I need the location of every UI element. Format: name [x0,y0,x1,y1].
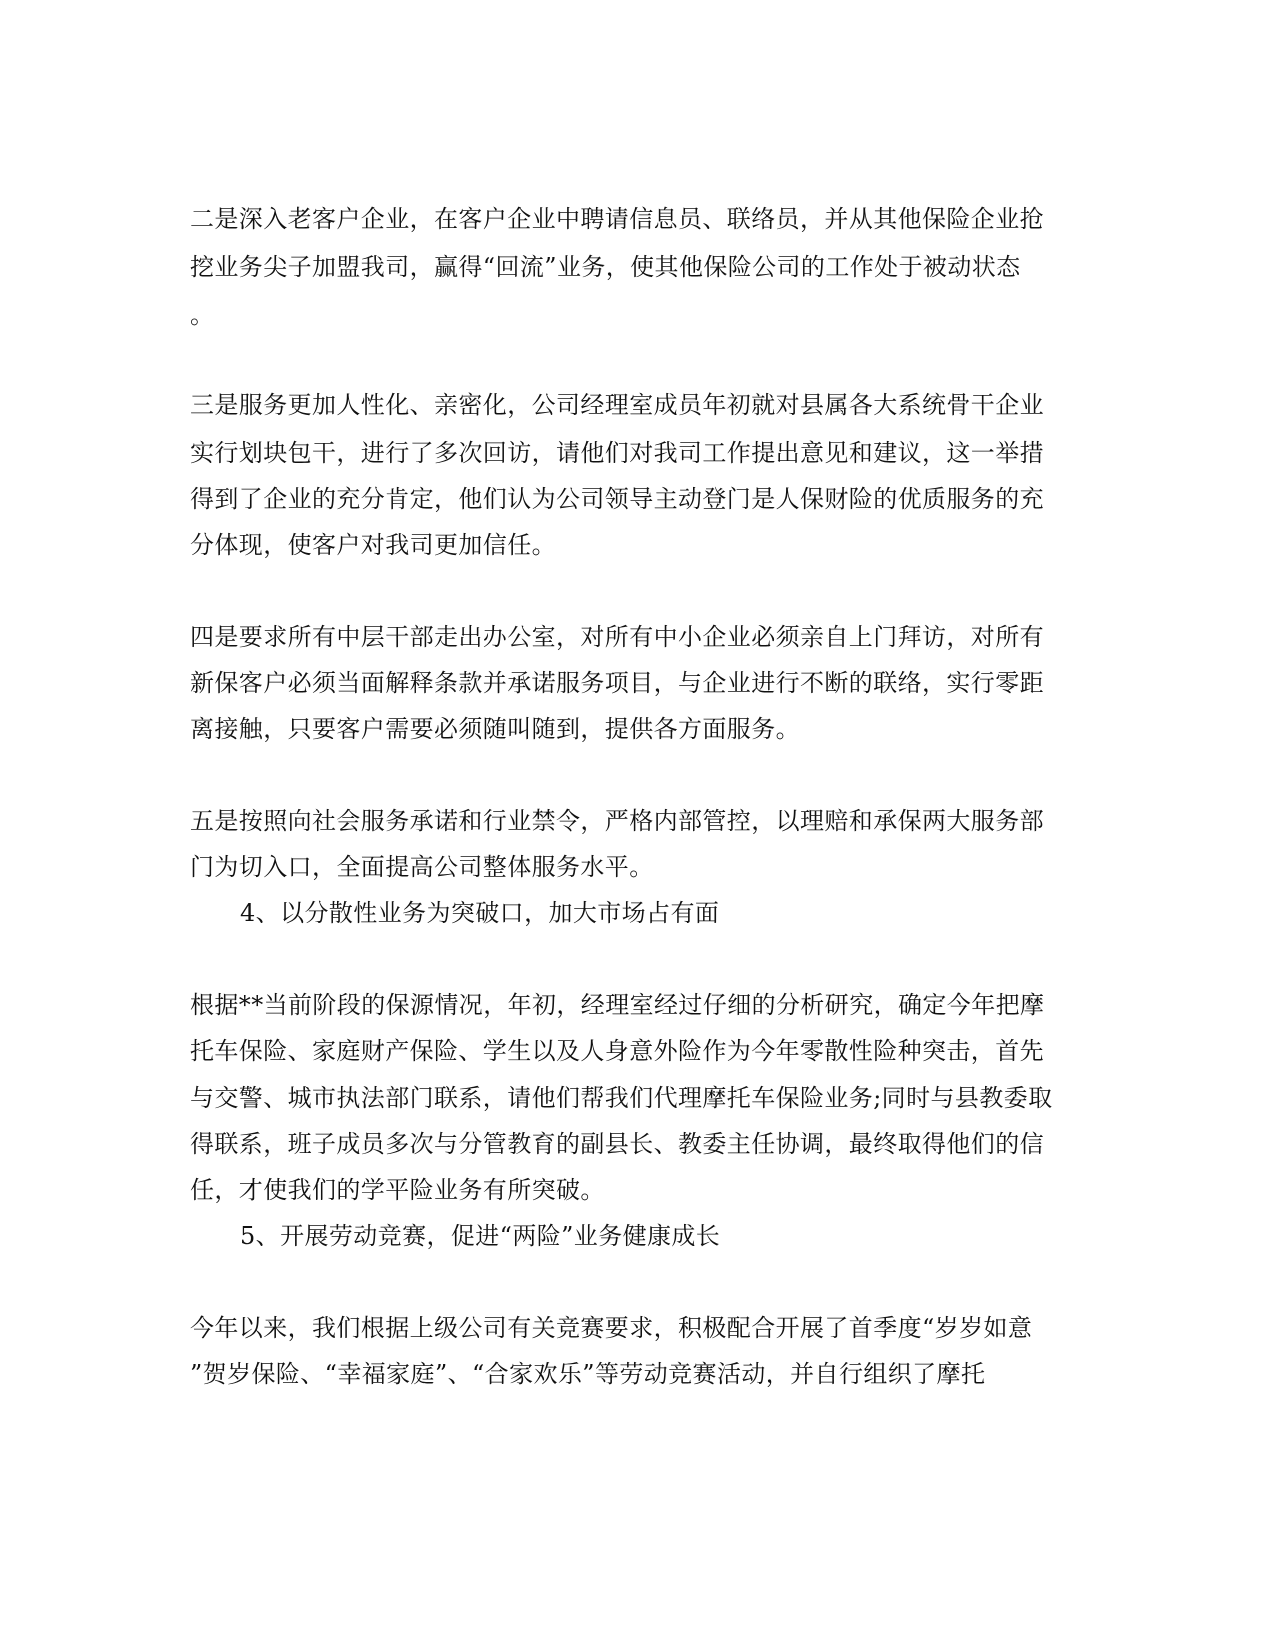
paragraph-4-line-1: 五是按照向社会服务承诺和行业禁令，严格内部管控，以理赔和承保两大服务部 [190,807,1044,835]
paragraph-3-line-1: 四是要求所有中层干部走出办公室，对所有中小企业必须亲自上门拜访，对所有 [190,623,1044,651]
paragraph-1-line-1: 二是深入老客户企业，在客户企业中聘请信息员、联络员，并从其他保险企业抢 [190,205,1044,233]
paragraph-6-line-1: 今年以来，我们根据上级公司有关竞赛要求，积极配合开展了首季度“岁岁如意 [190,1314,1033,1342]
paragraph-6-line-2: ”贺岁保险、“幸福家庭”、“合家欢乐”等劳动竞赛活动，并自行组织了摩托 [190,1360,986,1388]
section-heading-5: 5、开展劳动竞赛，促进“两险”业务健康成长 [240,1222,721,1250]
section-heading-4: 4、以分散性业务为突破口，加大市场占有面 [240,899,720,927]
paragraph-3-line-2: 新保客户必须当面解释条款并承诺服务项目，与企业进行不断的联络，实行零距 [190,669,1044,697]
paragraph-2-line-3: 得到了企业的充分肯定，他们认为公司领导主动登门是人保财险的优质服务的充 [190,485,1044,513]
paragraph-1-line-2: 挖业务尖子加盟我司，赢得“回流”业务，使其他保险公司的工作处于被动状态 [190,253,1021,281]
paragraph-2-line-4: 分体现，使客户对我司更加信任。 [190,531,556,559]
paragraph-3-line-3: 离接触，只要客户需要必须随叫随到，提供各方面服务。 [190,715,800,743]
paragraph-5-line-5: 任，才使我们的学平险业务有所突破。 [190,1176,605,1204]
paragraph-5-line-2: 托车保险、家庭财产保险、学生以及人身意外险作为今年零散性险种突击，首先 [190,1037,1044,1065]
paragraph-1-line-3: 。 [190,301,215,329]
paragraph-2-line-2: 实行划块包干，进行了多次回访，请他们对我司工作提出意见和建议，这一举措 [190,439,1044,467]
paragraph-2-line-1: 三是服务更加人性化、亲密化，公司经理室成员年初就对县属各大系统骨干企业 [190,391,1044,419]
paragraph-5-line-4: 得联系，班子成员多次与分管教育的副县长、教委主任协调，最终取得他们的信 [190,1130,1044,1158]
paragraph-5-line-1: 根据**当前阶段的保源情况，年初，经理室经过仔细的分析研究，确定今年把摩 [190,991,1045,1019]
paragraph-5-line-3: 与交警、城市执法部门联系，请他们帮我们代理摩托车保险业务;同时与县教委取 [190,1084,1053,1112]
paragraph-4-line-2: 门为切入口，全面提高公司整体服务水平。 [190,853,654,881]
